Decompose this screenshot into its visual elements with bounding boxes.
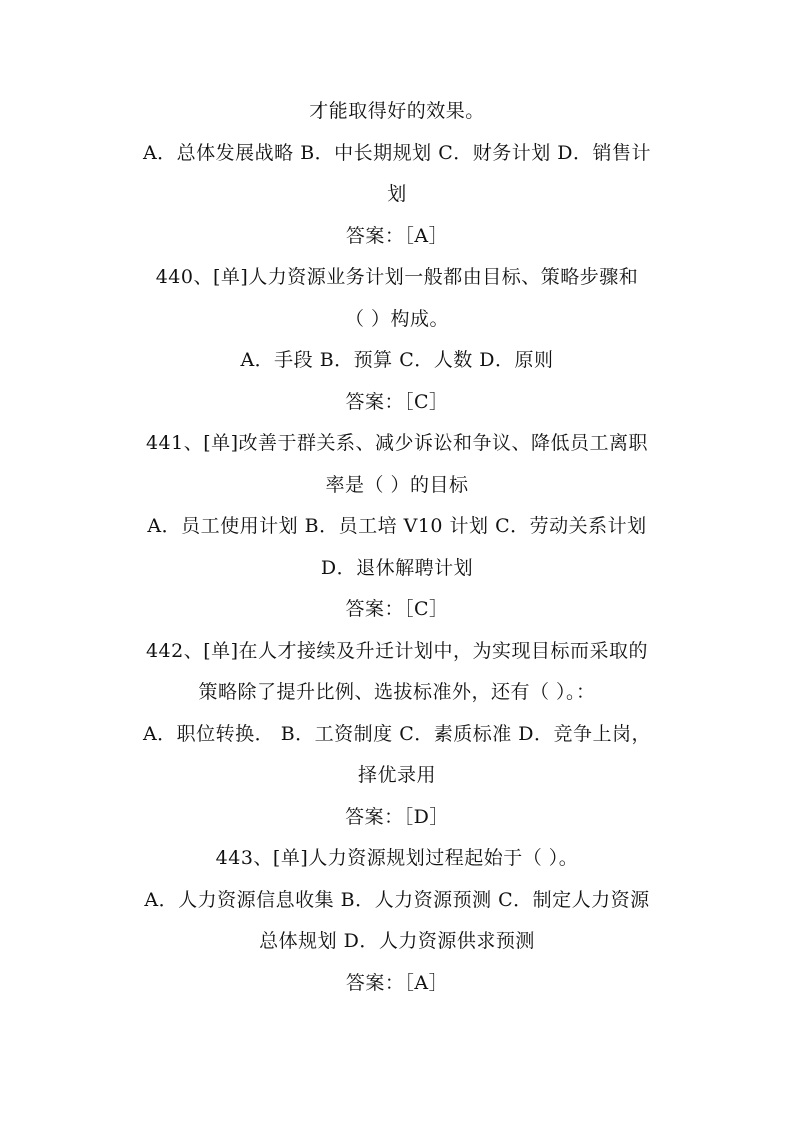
question-line: 441、[单]改善于群关系、减少诉讼和争议、降低员工离职 bbox=[145, 432, 649, 454]
question-line: 443、[单]人力资源规划过程起始于（ ）。 bbox=[215, 847, 579, 869]
text-line: A．总体发展战略 B．中长期规划 C．财务计划 D．销售计 bbox=[142, 142, 652, 164]
options-line: D．退休解聘计划 bbox=[320, 557, 474, 579]
options-line: 总体规划 D．人力资源供求预测 bbox=[259, 930, 535, 952]
text-line: 才能取得好的效果。 bbox=[309, 100, 485, 122]
options-line: A．职位转换． B．工资制度 C．素质标准 D．竞争上岗， bbox=[142, 723, 652, 745]
options-line: A．员工使用计划 B．员工培 V10 计划 C．劳动关系计划 bbox=[147, 515, 647, 537]
question-line: 440、[单]人力资源业务计划一般都由目标、策略步骤和 bbox=[155, 266, 639, 288]
options-line: A．手段 B．预算 C．人数 D．原则 bbox=[240, 349, 554, 371]
answer-line: 答案：［A］ bbox=[345, 972, 449, 994]
answer-line: 答案：［A］ bbox=[345, 225, 449, 247]
question-line: （ ）构成。 bbox=[344, 308, 450, 330]
question-line: 率是（ ）的目标 bbox=[325, 474, 469, 496]
answer-line: 答案：［C］ bbox=[345, 391, 449, 413]
answer-line: 答案：［C］ bbox=[345, 598, 449, 620]
question-line: 442、[单]在人才接续及升迁计划中，为实现目标而采取的 bbox=[145, 640, 649, 662]
options-line: A．人力资源信息收集 B．人力资源预测 C．制定人力资源 bbox=[144, 889, 650, 911]
options-line: 择优录用 bbox=[357, 764, 436, 786]
answer-line: 答案：［D］ bbox=[345, 806, 449, 828]
text-line: 划 bbox=[387, 183, 407, 205]
question-line: 策略除了提升比例、选拔标准外，还有（ ）。： bbox=[198, 681, 596, 703]
